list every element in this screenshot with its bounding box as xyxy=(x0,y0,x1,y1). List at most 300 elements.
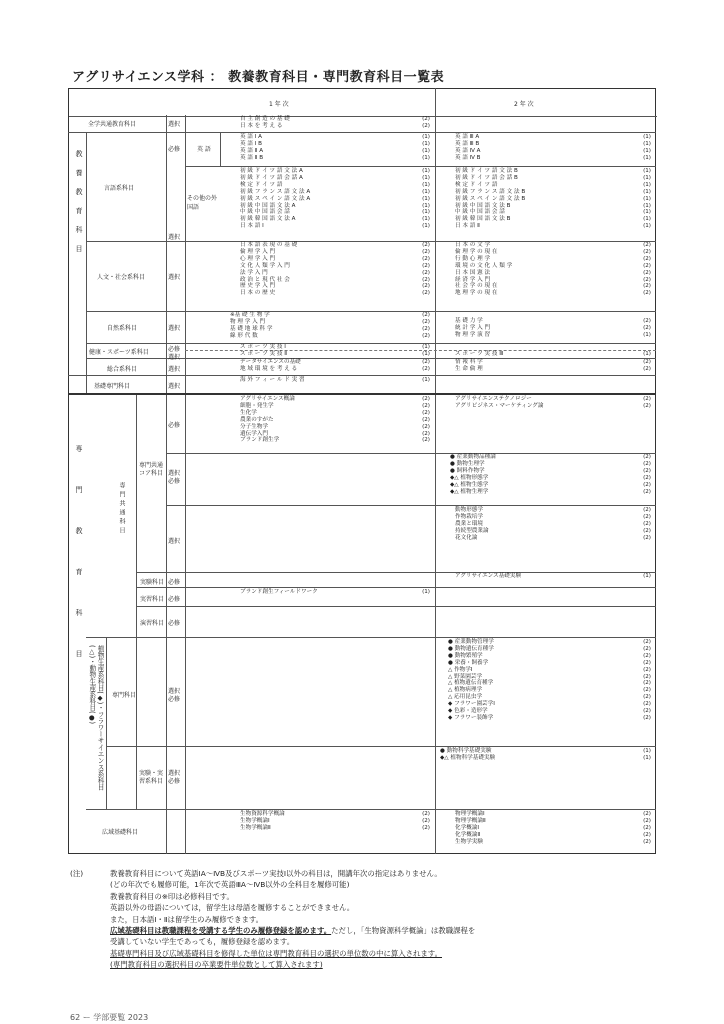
course-credits: (2) xyxy=(422,116,430,122)
course-name: ● 産業動物品種論 xyxy=(450,454,496,460)
page-title: アグリサイエンス学科 ： 教養教育科目・専門教育科目一覧表 xyxy=(72,70,445,85)
course-name: 政 治 と 現 代 社 会 xyxy=(240,276,290,283)
note-7: 受講していない学生であっても，履修登録を認めます。 xyxy=(110,937,295,947)
course-row xyxy=(455,270,651,277)
course-credits: (1) xyxy=(643,573,651,579)
course-name: 生物学概論Ⅱ xyxy=(240,824,271,831)
course-name: 文 化 人 類 学 入 門 xyxy=(240,262,290,269)
course-credits: (2) xyxy=(643,248,651,255)
course-name: 歴 史 学 入 門 xyxy=(240,283,276,290)
course-name: 経 済 学 入 門 xyxy=(455,276,491,283)
course-name: △ 作物学Ⅰ xyxy=(448,666,473,673)
course-name: △ 応用昆虫学 xyxy=(448,694,483,701)
course-row xyxy=(455,196,651,203)
course-row xyxy=(240,263,430,270)
course-row xyxy=(240,437,430,444)
label-shizen: 自然系科目 xyxy=(107,325,138,332)
course-credits: (2) xyxy=(643,255,651,262)
course-row xyxy=(455,168,651,175)
course-row xyxy=(455,832,651,839)
label-sogo: 総合系科目 xyxy=(107,366,138,373)
note-6a: 広域基礎科目は教職課程を受講する学生のみ履修登録を認めます。 xyxy=(110,926,332,936)
course-name: 物理学概論Ⅱ xyxy=(455,817,486,824)
course-name: 生物学概論Ⅰ xyxy=(240,817,270,824)
course-credits: (2) xyxy=(422,248,430,255)
course-row xyxy=(455,811,651,818)
course-credits: (1) xyxy=(643,202,651,209)
type-kenko-hisshu: 必修 xyxy=(168,346,181,353)
course-name: 地 域 環 境 を 考 え る xyxy=(240,365,298,372)
course-row xyxy=(240,589,430,596)
course-row xyxy=(230,319,430,326)
label-gengo: 言語系科目 xyxy=(104,185,135,192)
course-row xyxy=(240,141,430,148)
course-name: 化学概論Ⅱ xyxy=(455,831,481,838)
list-jinbun-y1 xyxy=(240,242,430,297)
label-eigo: 英 語 xyxy=(197,146,211,153)
course-credits: (2) xyxy=(643,652,651,659)
course-credits: (2) xyxy=(422,430,430,437)
course-row xyxy=(455,249,651,256)
course-credits: (1) xyxy=(643,188,651,195)
course-name: 動物形態学 xyxy=(455,507,483,513)
course-name: アグリサイエンステクノロジー xyxy=(455,396,532,402)
course-name: 生物資源科学概論 xyxy=(240,811,285,817)
course-row xyxy=(455,825,651,832)
course-name: データサイエンスの基礎 xyxy=(240,359,301,365)
list-core-y2 xyxy=(455,396,651,410)
course-credits: (2) xyxy=(643,701,651,708)
course-credits: (2) xyxy=(422,262,430,269)
course-credits: (2) xyxy=(643,507,651,513)
type-kenko-sentaku: 選択 xyxy=(168,354,181,361)
course-name: 初 級 ド イ ツ 語 会 話 A xyxy=(240,174,303,181)
course-credits: (2) xyxy=(643,694,651,701)
course-name: ブランド創生学 xyxy=(240,437,280,444)
course-credits: (1) xyxy=(422,154,430,161)
page-footer: 62 ー 学部要覧 2023 xyxy=(70,1013,149,1022)
type-core-sh: 選択必修 xyxy=(168,470,181,485)
course-row xyxy=(455,366,651,373)
course-row xyxy=(240,216,430,223)
course-name: 情 報 科 学 xyxy=(455,359,483,365)
course-row xyxy=(240,175,430,182)
list-koiki-y2 xyxy=(455,811,651,846)
course-credits: (2) xyxy=(422,122,430,129)
course-name: 初 級 中 国 語 文 法 A xyxy=(240,202,296,209)
course-name: 農業のすがた xyxy=(240,416,274,423)
course-row xyxy=(240,249,430,256)
course-row xyxy=(240,290,430,297)
course-name: 分子生物学 xyxy=(240,423,268,430)
group-senmon: 専門教育科目 xyxy=(75,445,83,691)
course-row xyxy=(455,223,651,230)
course-row xyxy=(455,175,651,182)
type-zengaku: 選択 xyxy=(168,121,181,128)
type-gengo-sentaku: 選択 xyxy=(168,234,181,241)
course-row xyxy=(455,182,651,189)
type-core-sen: 選択 xyxy=(168,538,181,545)
course-name: 初 級 ド イ ツ 語 文 法 B xyxy=(455,168,518,174)
course-row xyxy=(455,528,651,535)
course-name: 基 礎 力 学 xyxy=(455,318,483,324)
course-row xyxy=(240,366,430,373)
course-name: 生化学 xyxy=(240,409,257,416)
course-credits: (2) xyxy=(643,365,651,372)
course-credits: (2) xyxy=(422,359,430,365)
course-name: アグリサイエンス基礎実験 xyxy=(455,573,522,579)
course-name: ◆ フラワー園芸学Ⅰ xyxy=(448,701,495,708)
course-row xyxy=(455,263,651,270)
course-row xyxy=(440,755,651,762)
course-row xyxy=(240,256,430,263)
course-name: ● 動物生理学 xyxy=(450,460,485,467)
course-row xyxy=(455,318,651,325)
course-row xyxy=(240,825,430,832)
course-name: 初 級 ド イ ツ 語 文 法 A xyxy=(240,168,303,174)
course-credits: (2) xyxy=(643,269,651,276)
list-jisshu-y1 xyxy=(240,589,430,596)
course-name: 基 礎 地 球 科 学 xyxy=(230,325,273,332)
course-credits: (2) xyxy=(422,255,430,262)
course-credits: (2) xyxy=(643,714,651,721)
list-core-y1 xyxy=(240,396,430,444)
course-name: 倫 理 学 入 門 xyxy=(240,248,276,255)
note-5: また，日本語Ⅰ・Ⅱは留学生のみ履修できます。 xyxy=(110,914,264,924)
course-credits: (2) xyxy=(643,527,651,534)
course-name: 作物栽培学 xyxy=(455,513,483,520)
course-credits: (1) xyxy=(422,209,430,216)
note-9: (専門教育科目の選択科目の卒業要件単位数として算入されます) xyxy=(110,960,323,970)
course-credits: (2) xyxy=(422,402,430,409)
course-name: 日 本 を 考 え る xyxy=(240,122,283,129)
course-name: ◆△ 植物形態学 xyxy=(450,474,489,481)
course-credits: (1) xyxy=(422,202,430,209)
course-row xyxy=(240,818,430,825)
course-credits: (1) xyxy=(643,223,651,230)
course-name: 日 本 国 憲 法 xyxy=(455,269,491,276)
course-name: 社 会 学 の 現 在 xyxy=(455,283,498,290)
course-credits: (2) xyxy=(422,817,430,824)
course-credits: (2) xyxy=(422,396,430,402)
list-kamoku-y2 xyxy=(448,639,651,722)
course-row xyxy=(455,573,651,580)
type-sogo: 選択 xyxy=(168,366,181,373)
course-row xyxy=(240,242,430,249)
course-row xyxy=(455,514,651,521)
type-kamoku: 選択必修 xyxy=(168,688,181,703)
note-2: (どの年次でも履修可能，1年次で英語ⅢA～ⅣB以外の全科目を履修可能) xyxy=(110,880,350,890)
course-name: 検 定 ド イ ツ 語 xyxy=(455,181,498,188)
course-row xyxy=(448,708,651,715)
course-row xyxy=(450,468,651,475)
course-credits: (2) xyxy=(643,811,651,817)
course-name: 化学概論Ⅰ xyxy=(455,824,480,831)
course-name: △ 植物病理学 xyxy=(448,687,483,694)
course-credits: (2) xyxy=(643,454,651,460)
label-kamoku: 専門科目 xyxy=(112,692,137,699)
course-row xyxy=(450,482,651,489)
course-row xyxy=(455,507,651,514)
course-name: ブランド創生フィールドワーク xyxy=(240,589,318,595)
course-name: ス ポ ー ツ 実 技 Ⅰ xyxy=(240,344,286,350)
course-row xyxy=(240,168,430,175)
course-row xyxy=(240,424,430,431)
course-credits: (2) xyxy=(643,838,651,845)
course-credits: (2) xyxy=(422,409,430,416)
course-name: 線 形 代 数 xyxy=(230,332,258,339)
course-name: 英 語 Ⅱ B xyxy=(240,154,264,161)
course-name: 初 級 韓 国 語 文 法 B xyxy=(455,216,511,223)
course-name: ◆△ 植物科学基礎実験 xyxy=(440,754,496,761)
list-sen-y2 xyxy=(455,507,651,542)
course-name: 中 級 中 国 語 会 話 xyxy=(455,209,505,216)
label-jikken: 実験科目 xyxy=(140,579,165,586)
course-credits: (2) xyxy=(422,423,430,430)
course-name: 地 理 学 の 現 在 xyxy=(455,290,498,297)
course-name: 心 理 学 入 門 xyxy=(240,255,276,262)
course-credits: (1) xyxy=(422,223,430,230)
course-name: 初 級 ド イ ツ 語 会 話 B xyxy=(455,174,518,181)
course-credits: (1) xyxy=(643,174,651,181)
note-8: 基礎専門科目及び広域基礎科目を修得した単位は専門教育科目の選択の単位数の中に算入されます。 xyxy=(110,948,442,958)
list-shizen-y1 xyxy=(230,312,430,340)
course-row xyxy=(448,639,651,646)
course-row xyxy=(440,748,651,755)
type-jikken: 必修 xyxy=(168,579,181,586)
course-row xyxy=(450,475,651,482)
type-jinbun: 選択 xyxy=(168,274,181,281)
list-shizen-y2 xyxy=(455,318,651,339)
course-credits: (2) xyxy=(643,467,651,474)
header-year1: 1 年 次 xyxy=(269,101,289,108)
course-row xyxy=(240,123,430,130)
type-kiso: 選択 xyxy=(168,383,181,390)
course-row xyxy=(455,148,651,155)
course-name: 物 理 学 入 門 xyxy=(230,318,266,325)
course-credits: (2) xyxy=(643,513,651,520)
course-credits: (2) xyxy=(643,318,651,324)
course-row xyxy=(240,196,430,203)
course-name: 初 級 ス ペ イ ン 語 文 法 A xyxy=(240,195,311,202)
course-name: アグリビジネス・マーケティング論 xyxy=(455,402,544,409)
course-credits: (2) xyxy=(643,290,651,297)
label-jikken2: 実験・実習系科目 xyxy=(138,770,163,785)
course-credits: (2) xyxy=(643,283,651,290)
label-kenko: 健康・スポーツ系科目 xyxy=(89,349,149,356)
course-credits: (2) xyxy=(643,680,651,687)
list-kiso-y1 xyxy=(240,377,430,384)
course-row xyxy=(240,148,430,155)
course-name: 環 境 の 文 化 人 類 学 xyxy=(455,262,513,269)
course-name: 物 理 学 演 習 xyxy=(455,331,491,338)
course-credits: (1) xyxy=(422,195,430,202)
course-name: ◆△ 植物生態学 xyxy=(450,481,489,488)
course-row xyxy=(240,359,430,366)
course-row xyxy=(230,312,430,319)
course-credits: (2) xyxy=(422,325,430,332)
course-name: 英 語 Ⅲ B xyxy=(455,140,480,147)
label-jisshu: 実習科目 xyxy=(140,596,165,603)
list-jinbun-y2 xyxy=(455,242,651,297)
course-credits: (2) xyxy=(422,437,430,444)
course-credits: (2) xyxy=(643,824,651,831)
course-credits: (2) xyxy=(422,312,430,318)
course-credits: (2) xyxy=(643,460,651,467)
course-row xyxy=(455,332,651,339)
label-jinbun: 人文・社会系科目 xyxy=(97,274,146,281)
list-sogo-y1 xyxy=(240,359,430,373)
list-jikken2-y2 xyxy=(440,748,651,762)
list-eng-y2 xyxy=(455,134,651,162)
course-credits: (1) xyxy=(422,377,430,383)
course-name: 統 計 学 入 門 xyxy=(455,324,491,331)
course-row xyxy=(448,660,651,667)
course-row xyxy=(455,141,651,148)
course-name: △ 植物遺伝育種学 xyxy=(448,680,494,687)
list-other-y1 xyxy=(240,168,430,230)
type-gengo-hisshu: 必修 xyxy=(168,146,181,153)
course-credits: (2) xyxy=(422,416,430,423)
course-credits: (2) xyxy=(422,811,430,817)
course-credits: (1) xyxy=(643,216,651,223)
course-name: 中 級 中 国 語 会 話 xyxy=(240,209,290,216)
course-name: 英 語 Ⅳ A xyxy=(455,147,481,154)
list-kenko-y1s xyxy=(240,351,430,358)
course-credits: (2) xyxy=(643,396,651,402)
course-credits: (2) xyxy=(643,708,651,715)
list-zengaku-y1 xyxy=(240,116,430,130)
course-row xyxy=(455,818,651,825)
course-credits: (1) xyxy=(643,351,651,357)
course-name: 持続型農業論 xyxy=(455,527,489,534)
course-credits: (1) xyxy=(643,195,651,202)
course-name: 初 級 フ ラ ン ス 語 文 法 B xyxy=(455,188,526,195)
course-row xyxy=(240,116,430,123)
course-row xyxy=(450,461,651,468)
course-name: 物理学概論Ⅰ xyxy=(455,811,485,817)
label-kyotsu: 専門共通科目 xyxy=(118,482,125,536)
course-row xyxy=(448,653,651,660)
course-credits: (2) xyxy=(422,824,430,831)
note-4: 英語以外の母語については，留学生は母語を履修することができません。 xyxy=(110,903,355,913)
course-credits: (1) xyxy=(643,331,651,338)
course-credits: (2) xyxy=(643,639,651,645)
course-row xyxy=(240,134,430,141)
course-name: 遺伝学入門 xyxy=(240,430,268,437)
course-name: 細胞・発生学 xyxy=(240,402,274,409)
course-name: 法 学 入 門 xyxy=(240,269,268,276)
course-name: ス ポ ー ツ 実 技 Ⅲ xyxy=(455,351,504,357)
course-credits: (2) xyxy=(422,269,430,276)
course-credits: (2) xyxy=(643,831,651,838)
course-credits: (1) xyxy=(422,344,430,350)
course-credits: (1) xyxy=(422,140,430,147)
course-row xyxy=(455,325,651,332)
course-row xyxy=(455,351,651,358)
course-row xyxy=(455,535,651,542)
course-credits: (1) xyxy=(422,147,430,154)
course-row xyxy=(455,155,651,162)
course-row xyxy=(240,344,430,351)
course-credits: (2) xyxy=(422,276,430,283)
course-name: 農業と環境 xyxy=(455,520,483,527)
course-credits: (2) xyxy=(422,242,430,248)
course-credits: (1) xyxy=(422,181,430,188)
course-row xyxy=(240,182,430,189)
course-credits: (2) xyxy=(643,666,651,673)
list-koiki-y1 xyxy=(240,811,430,832)
note-3: 教養教育科目の※印は必修科目です。 xyxy=(110,891,234,901)
course-row xyxy=(455,256,651,263)
course-credits: (2) xyxy=(643,402,651,409)
course-name: 生物学実験 xyxy=(455,838,483,845)
course-name: ※基 礎 生 物 学 xyxy=(230,312,270,318)
note-1: 教養教育科目について英語ⅠA～ⅣB及びスポーツ実技Ⅰ以外の科目は，開講年次の指定はありません。 xyxy=(110,869,442,878)
course-row xyxy=(455,290,651,297)
label-zengaku: 全学共通教育科目 xyxy=(88,121,137,128)
course-name: 日 本 語 Ⅰ xyxy=(240,223,264,230)
course-row xyxy=(230,333,430,340)
list-sh-y2 xyxy=(450,454,651,495)
course-credits: (2) xyxy=(643,488,651,495)
course-row xyxy=(448,646,651,653)
course-name: 初 級 ス ペ イ ン 語 文 法 B xyxy=(455,195,526,202)
course-name: ◆ フラワー装飾学 xyxy=(448,714,494,721)
label-sonota: その他の外国語 xyxy=(187,195,218,211)
course-credits: (1) xyxy=(422,168,430,174)
course-name: 英 語 Ⅲ A xyxy=(455,134,480,140)
course-name: 初 級 中 国 語 文 法 B xyxy=(455,202,511,209)
course-row xyxy=(240,417,430,424)
label-kiso: 基礎専門科目 xyxy=(94,383,131,390)
course-name: ● 動物科学基礎実験 xyxy=(440,748,492,754)
course-credits: (1) xyxy=(422,589,430,595)
course-name: ● 動物繁殖学 xyxy=(448,652,483,659)
notes-tag: (注) xyxy=(70,869,84,878)
course-credits: (1) xyxy=(422,351,430,357)
course-row xyxy=(455,189,651,196)
course-name: 倫 理 学 の 現 在 xyxy=(455,248,498,255)
course-credits: (2) xyxy=(643,659,651,666)
course-credits: (1) xyxy=(422,188,430,195)
course-row xyxy=(240,270,430,277)
course-credits: (2) xyxy=(643,324,651,331)
course-name: 生 命 倫 理 xyxy=(455,365,483,372)
course-credits: (1) xyxy=(643,209,651,216)
list-kenko-y1h xyxy=(240,344,430,351)
course-name: 行 動 心 理 学 xyxy=(455,255,491,262)
course-credits: (2) xyxy=(422,332,430,339)
course-name: 英 語 Ⅰ A xyxy=(240,134,262,140)
course-name: ● 動物遺伝育種学 xyxy=(448,645,494,652)
group-kyoyo: 教養教育科目 xyxy=(75,150,83,264)
course-name: 日 本 語 表 現 の 基 礎 xyxy=(240,242,298,248)
course-name: ◆ 色彩・造形学 xyxy=(448,708,488,715)
course-name: 日 本 語 Ⅱ xyxy=(455,223,480,230)
course-name: 英 語 Ⅱ A xyxy=(240,147,264,154)
type-core-hisshu: 必修 xyxy=(168,422,181,429)
course-credits: (1) xyxy=(643,140,651,147)
course-name: ス ポ ー ツ 実 技 Ⅱ xyxy=(240,351,287,357)
type-jikken2: 選択必修 xyxy=(168,770,181,785)
course-name: 検 定 ド イ ツ 語 xyxy=(240,181,283,188)
course-credits: (1) xyxy=(643,168,651,174)
course-row xyxy=(455,396,651,403)
course-name: 初 級 韓 国 語 文 法 A xyxy=(240,216,296,223)
course-row xyxy=(240,351,430,358)
course-row xyxy=(455,839,651,846)
